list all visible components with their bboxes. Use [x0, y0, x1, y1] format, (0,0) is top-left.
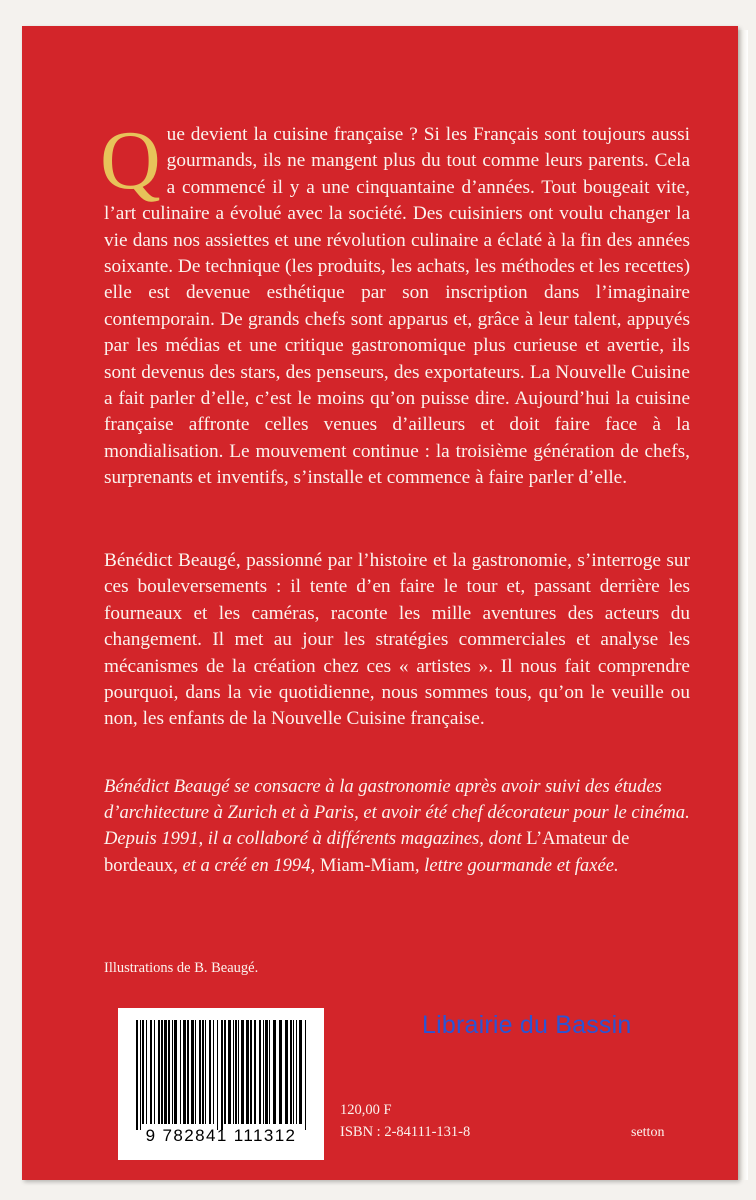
- barcode-bar: [254, 1020, 256, 1124]
- barcode-bar: [265, 1020, 268, 1124]
- bio-magazine-title: L’Amateur de bordeaux: [104, 828, 630, 876]
- barcode-bar: [299, 1020, 302, 1124]
- barcode-bar: [246, 1020, 249, 1124]
- isbn: ISBN : 2-84111-131-8: [340, 1124, 471, 1140]
- barcode-box: [118, 1008, 324, 1160]
- paragraph-1-text: ue devient la cuisine française ? Si les Français sont toujours aussi gourmands, ils ne mangent plus du tout comme leurs parents. Cela a commencé il y a une cinquantaine d’années. Tout bougeait vite, l’art culinaire a évolué avec la société. Des cuisiniers ont voulu changer la vie dans nos assiettes et une révolution culinaire a éclaté à la fin des années soixante. De technique (les produits, les achats, les méthodes et les recettes) elle est devenue esthétique par son inscription dans l’imaginaire contemporain. De grands chefs sont apparus et, grâce à leur talent, appuyés par les médias et une critique gastronomique plus curieuse et avertie, ils sont devenus des stars, des penseurs, des exportateurs. La Nouvelle Cuisine a fait parler d’elle, c’est le moins qu’on puisse dire. Aujourd’hui la cuisine française affronte celles venues d’ailleurs et doit faire face à la mondialisation. Le mouvement continue : la troisième génération de chefs, surprenants et inventifs, s’installe et commence à faire parler d’elle.: [104, 124, 690, 489]
- barcode-bar: [250, 1020, 252, 1124]
- barcode-bar: [224, 1020, 226, 1124]
- barcode-number: 9 782841 111312: [145, 1126, 297, 1145]
- barcode-bar: [142, 1020, 144, 1124]
- barcode-bar: [305, 1020, 306, 1130]
- barcode-bar: [180, 1020, 181, 1124]
- illustration-credit: Illustrations de B. Beaugé.: [104, 960, 259, 976]
- author-bio: [104, 774, 690, 879]
- barcode-bar: [273, 1020, 276, 1124]
- barcode-bar: [221, 1020, 223, 1130]
- publisher-logo: setton: [631, 1125, 665, 1140]
- barcode-bar: [183, 1020, 186, 1124]
- barcode-bar: [290, 1020, 292, 1124]
- barcode-bar: [172, 1020, 173, 1124]
- barcode-bar: [205, 1020, 206, 1124]
- barcode-bar: [195, 1020, 196, 1124]
- bio-letter-title: Miam-Miam: [319, 854, 415, 876]
- barcode-bar: [161, 1020, 163, 1124]
- barcode-bar: [164, 1020, 167, 1124]
- bio-text-3: , lettre gourmande et faxée.: [414, 854, 619, 876]
- barcode-bar: [228, 1020, 231, 1124]
- barcode-bar: [174, 1020, 177, 1124]
- barcode-bar: [158, 1020, 160, 1124]
- watermark-text: Librairie du Bassin: [422, 1011, 632, 1039]
- barcode-bar: [209, 1020, 211, 1124]
- barcode-bar: [293, 1020, 294, 1124]
- book-page-edge: [738, 30, 748, 1180]
- barcode-bar: [191, 1020, 194, 1124]
- description-paragraph-2: Bénédict Beaugé, passionné par l’histoire et la gastronomie, s’interroge sur ces bouleversements : il tente d’en faire le tour et, passant derrière les fourneaux et les caméras, raconte les mille aventures des acteurs du changement. Il met au jour les stratégies commerciales et analyse les mécanismes de la création chez ces « artistes ». Il nous fait comprendre pourquoi, dans la vie quotidienne, nous sommes tous, qu’on le veuille ou non, les enfants de la Nouvelle Cuisine française.: [104, 550, 690, 730]
- barcode-bar: [199, 1020, 201, 1124]
- drop-cap: Q: [100, 114, 161, 207]
- barcode-bar: [241, 1020, 244, 1124]
- barcode-bar: [202, 1020, 204, 1124]
- back-cover: [22, 26, 738, 1180]
- price: 120,00 F: [340, 1102, 392, 1118]
- barcode-bar: [263, 1020, 264, 1124]
- description-paragraph-1: [100, 114, 690, 492]
- bio-text-2: , et a créé en 1994,: [173, 854, 320, 876]
- barcode-bar: [235, 1020, 237, 1124]
- barcode-bar: [217, 1020, 218, 1130]
- barcode-bar: [296, 1020, 297, 1124]
- barcode-bar: [136, 1020, 138, 1130]
- barcode-bar: [140, 1020, 141, 1130]
- barcode-bar: [146, 1020, 147, 1124]
- barcode-bar: [259, 1020, 261, 1124]
- barcode-bar: [168, 1020, 170, 1124]
- barcode-bar: [233, 1020, 234, 1124]
- barcode-bar: [187, 1020, 189, 1124]
- barcode-bar: [279, 1020, 282, 1124]
- bio-text-1: Bénédict Beaugé se consacre à la gastronomie après avoir suivi des études d’architecture à Zurich et à Paris, et avoir été chef décorateur pour le cinéma. Depuis 1991, il a collaboré à différents magazines, dont: [104, 776, 690, 850]
- barcode-bar: [154, 1020, 155, 1124]
- barcode-bar: [213, 1020, 214, 1124]
- barcode-bar: [269, 1020, 270, 1124]
- barcode-bar: [150, 1020, 152, 1124]
- barcode-bar: [285, 1020, 288, 1124]
- barcode-bar: [238, 1020, 239, 1124]
